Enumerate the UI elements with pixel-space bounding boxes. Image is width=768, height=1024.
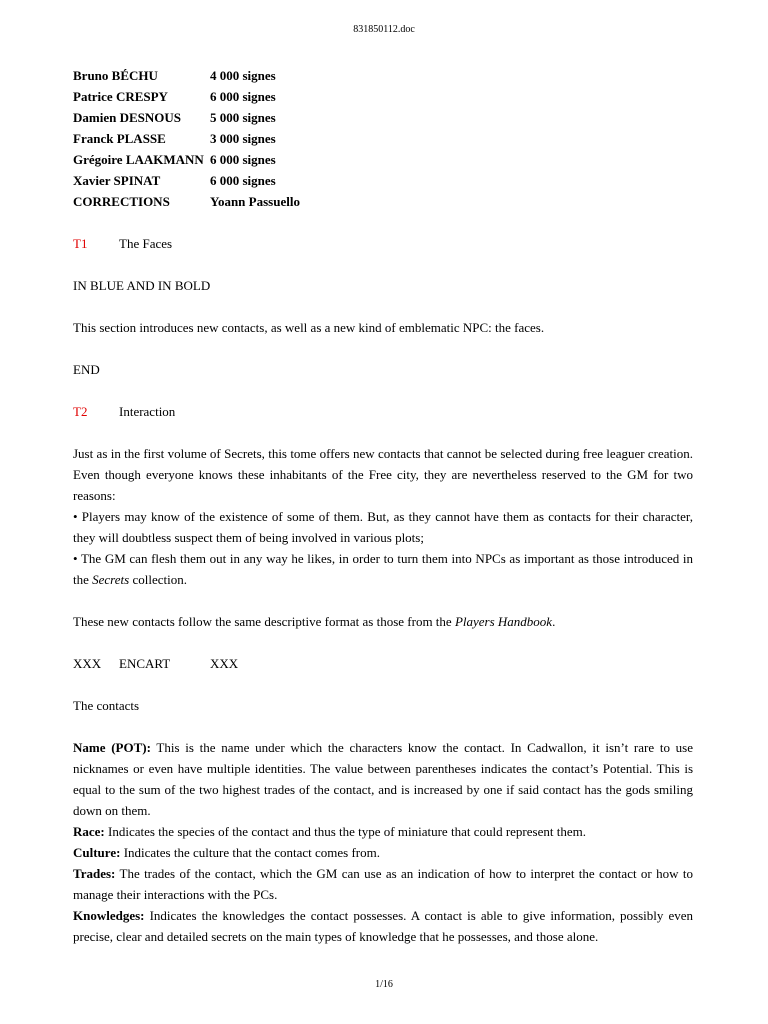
- credit-name: Bruno BÉCHU: [73, 68, 158, 83]
- field-knowledges: Knowledges: Indicates the knowledges the contact possesses. A contact is able to give information, possibly even precise, clear and detailed secrets on the main types of knowledge that he possesses, and those alone.: [73, 908, 693, 944]
- bullet-item: • The GM can flesh them out in any way he likes, in order to turn them into NPCs as important as those introduced in the Secrets collection.: [73, 551, 693, 587]
- emphasis-secrets: Secrets: [92, 572, 130, 587]
- page-number: 1/16: [375, 979, 393, 990]
- encart-right: XXX: [210, 656, 239, 671]
- encart-label: ENCART: [119, 656, 171, 671]
- credit-row: [73, 107, 693, 128]
- section-heading-t1: [73, 233, 693, 254]
- field-label: Name (POT):: [73, 740, 151, 755]
- document-body: [73, 65, 693, 947]
- credit-row: [73, 65, 693, 86]
- credit-value: 3 000 signes: [210, 131, 276, 146]
- end-marker: END: [73, 362, 100, 377]
- credit-row: [73, 149, 693, 170]
- encart-left: XXX: [73, 656, 102, 671]
- heading-tag: T1: [73, 236, 88, 251]
- credit-name: Patrice CRESPY: [73, 89, 168, 104]
- credit-name: Xavier SPINAT: [73, 173, 161, 188]
- field-label: Knowledges:: [73, 908, 145, 923]
- credit-name: Damien DESNOUS: [73, 110, 181, 125]
- credit-row: [73, 86, 693, 107]
- section-heading-t2: [73, 401, 693, 422]
- bullet-item: • Players may know of the existence of some of them. But, as they cannot have them as contacts for their character, they will doubtless suspect them of being involved in various plots;: [73, 509, 693, 545]
- field-name: Name (POT): This is the name under which the characters know the contact. In Cadwallon, it isn’t rare to use nicknames or even have multiple identities. The value between parentheses indicates the contact’s Potential. This is equal to the sum of the two highest trades of the contact, and is increased by one if said contact has the gods smiling down on them.: [73, 740, 693, 818]
- heading-title: Interaction: [119, 404, 176, 419]
- format-paragraph: These new contacts follow the same descriptive format as those from the Players Handbook.: [73, 614, 556, 629]
- credit-name: Franck PLASSE: [73, 131, 166, 146]
- field-label: Culture:: [73, 845, 121, 860]
- encart-marker: [73, 653, 693, 674]
- field-trades: Trades: The trades of the contact, which the GM can use as an indication of how to interpret the contact or how to manage their interactions with the PCs.: [73, 866, 693, 902]
- heading-title: The Faces: [119, 236, 173, 251]
- field-culture: Culture: Indicates the culture that the contact comes from.: [73, 845, 380, 860]
- credit-row: [73, 191, 693, 212]
- credit-name: CORRECTIONS: [73, 194, 170, 209]
- credit-name: Grégoire LAAKMANN: [73, 152, 204, 167]
- credit-value: 4 000 signes: [210, 68, 276, 83]
- credit-value: Yoann Passuello: [210, 194, 300, 209]
- credit-value: 5 000 signes: [210, 110, 276, 125]
- credit-row: [73, 170, 693, 191]
- field-label: Trades:: [73, 866, 116, 881]
- credit-value: 6 000 signes: [210, 173, 276, 188]
- credit-value: 6 000 signes: [210, 89, 276, 104]
- intro-paragraph: This section introduces new contacts, as well as a new kind of emblematic NPC: the faces.: [73, 320, 545, 335]
- credit-row: [73, 128, 693, 149]
- interaction-paragraph: Just as in the first volume of Secrets, this tome offers new contacts that cannot be selected during free leaguer creation. Even though everyone knows these inhabitants of the Free city, they are nevertheless reserved to the GM for two reasons:: [73, 446, 693, 503]
- emphasis-players-handbook: Players Handbook: [454, 614, 553, 629]
- field-label: Race:: [73, 824, 105, 839]
- heading-tag: T2: [73, 404, 88, 419]
- credits-list: [73, 65, 693, 212]
- credit-value: 6 000 signes: [210, 152, 276, 167]
- style-note: IN BLUE AND IN BOLD: [73, 278, 211, 293]
- contacts-title: The contacts: [73, 698, 140, 713]
- page-header-filename: 831850112.doc: [353, 24, 415, 35]
- field-race: Race: Indicates the species of the contact and thus the type of miniature that could represent them.: [73, 824, 586, 839]
